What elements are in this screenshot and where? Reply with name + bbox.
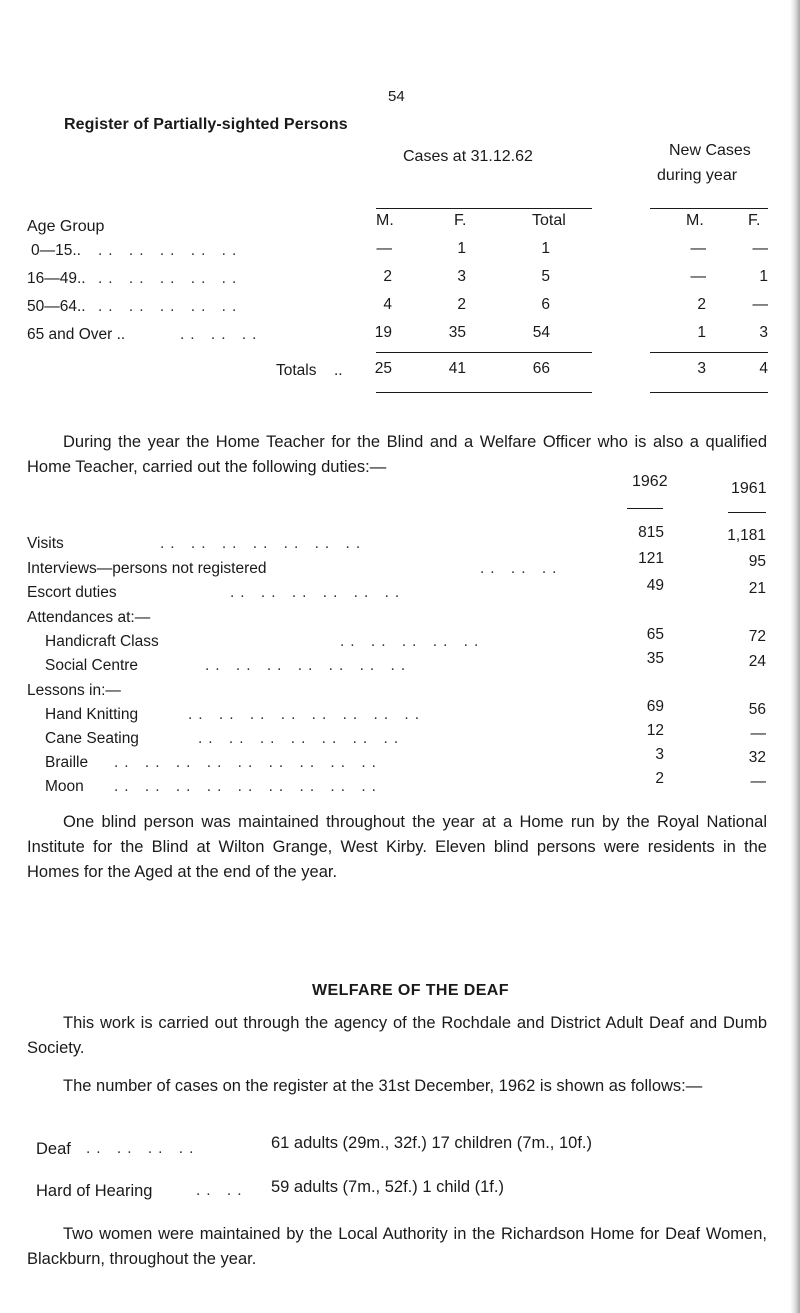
- value-1961: 21: [748, 580, 766, 597]
- new-cases-header-2: during year: [657, 167, 738, 184]
- leader-dots: .. .. .. .. .. ..: [230, 584, 406, 601]
- hard-of-hearing-value: 59 adults (7m., 52f.) 1 child (1f.): [271, 1178, 504, 1196]
- leader-dots: .. .. ..: [180, 326, 263, 343]
- year-1961-header: 1961: [731, 480, 767, 497]
- cell-m: 19: [374, 324, 392, 341]
- cell-new-m: —: [690, 240, 706, 257]
- duty-label: Hand Knitting: [45, 706, 139, 723]
- value-1962: 121: [638, 550, 664, 567]
- duty-label: Handicraft Class: [45, 633, 159, 650]
- cell-new-m: 1: [697, 324, 706, 341]
- cases-header: Cases at 31.12.62: [403, 148, 533, 165]
- cell-total: 1: [541, 240, 550, 257]
- duty-label: Visits: [27, 535, 64, 552]
- value-1962: 69: [646, 698, 664, 715]
- hard-of-hearing-label: Hard of Hearing: [36, 1182, 153, 1200]
- value-1961: 1,181: [727, 527, 766, 544]
- duty-label: Interviews—persons not registered: [27, 560, 267, 577]
- age-group-header: Age Group: [27, 218, 105, 235]
- leader-dots: .. .. ..: [480, 560, 563, 577]
- section-heading-deaf: WELFARE OF THE DEAF: [312, 982, 509, 999]
- cell-f: 2: [457, 296, 466, 313]
- cell-f: 35: [448, 324, 466, 341]
- leader-dots: .. .. .. .. .. .. ..: [160, 535, 367, 552]
- leader-dots: .. .. .. .. ..: [340, 633, 485, 650]
- value-1961: 56: [748, 701, 766, 718]
- leader-dots: .. .. .. ..: [86, 1140, 200, 1157]
- value-1961: 32: [748, 749, 766, 766]
- col-f: F.: [454, 212, 467, 229]
- cell-f: 3: [457, 268, 466, 285]
- value-1962: 65: [646, 626, 664, 643]
- duty-label: Escort duties: [27, 584, 117, 601]
- year-1962-rule: [627, 508, 663, 509]
- new-cases-header-rule: [650, 208, 768, 209]
- year-1961-rule: [728, 512, 766, 513]
- deaf-agency-paragraph: This work is carried out through the agency of the Rochdale and District Adult Deaf and Dumb Society.: [27, 1014, 767, 1057]
- cell-total: 5: [541, 268, 550, 285]
- value-1961: 24: [748, 653, 766, 670]
- leader-dots: .. .. .. .. .. .. .. .. ..: [114, 778, 382, 795]
- deaf-register-paragraph: The number of cases on the register at the 31st December, 1962 is shown as follows:—: [63, 1077, 703, 1095]
- cases-header-rule: [376, 208, 592, 209]
- value-1962: 12: [646, 722, 664, 739]
- cell-new-f: 3: [759, 324, 768, 341]
- totals-bottom-rule: [376, 392, 592, 393]
- leader-dots: .. .. .. .. .. .. ..: [198, 730, 405, 747]
- value-1961: 72: [748, 628, 766, 645]
- value-1962: 815: [638, 524, 664, 541]
- leader-dots: .. .. .. .. ..: [98, 242, 243, 259]
- total-f: 41: [448, 360, 466, 377]
- col-new-f: F.: [748, 212, 761, 229]
- leader-dots: .. .. .. .. ..: [98, 298, 243, 315]
- cell-new-m: —: [690, 268, 706, 285]
- page-number: 54: [388, 88, 405, 105]
- total-m: 25: [374, 360, 392, 377]
- cell-total: 6: [541, 296, 550, 313]
- cell-m: 4: [383, 296, 392, 313]
- leader-dots: .. .. .. .. .. .. .. ..: [188, 706, 426, 723]
- value-1962: 2: [655, 770, 664, 787]
- home-teacher-intro: During the year the Home Teacher for the Blind and a Welfare Officer who is also a qualified Home Teacher, carried out the following duties:—: [27, 433, 767, 476]
- total-total: 66: [532, 360, 550, 377]
- cell-new-f: —: [752, 240, 768, 257]
- duty-label: Braille: [45, 754, 89, 771]
- page-edge-shadow: [790, 0, 800, 1313]
- duty-label: Cane Seating: [45, 730, 139, 747]
- cell-m: —: [376, 240, 392, 257]
- lessons-subheading: Lessons in:—: [27, 682, 121, 699]
- cell-f: 1: [457, 240, 466, 257]
- cell-new-m: 2: [697, 296, 706, 313]
- total-new-f: 4: [759, 360, 768, 377]
- attendances-subheading: Attendances at:—: [27, 609, 151, 626]
- register-title: Register of Partially-sighted Persons: [64, 116, 348, 133]
- leader-dots: .. .. .. .. ..: [98, 270, 243, 287]
- cell-new-f: 1: [759, 268, 768, 285]
- col-m: M.: [376, 212, 394, 229]
- leader-dots: ..: [334, 362, 343, 379]
- value-1962: 3: [655, 746, 664, 763]
- row-label: 16—49..: [27, 270, 86, 287]
- year-1962-header: 1962: [632, 473, 668, 490]
- totals-bottom-rule-new: [650, 392, 768, 393]
- duty-label: Moon: [45, 778, 84, 795]
- row-label: 0—15..: [31, 242, 81, 259]
- leader-dots: .. .. .. .. .. .. ..: [205, 657, 412, 674]
- totals-label: Totals: [276, 362, 317, 379]
- totals-top-rule-new: [650, 352, 768, 353]
- row-label: 65 and Over ..: [27, 326, 126, 343]
- richardson-home-paragraph: Two women were maintained by the Local Authority in the Richardson Home for Deaf Women, Blackburn, throughout the year.: [27, 1225, 767, 1268]
- cell-m: 2: [383, 268, 392, 285]
- value-1961: 95: [748, 553, 766, 570]
- value-1961: —: [750, 725, 766, 742]
- totals-top-rule: [376, 352, 592, 353]
- duty-label: Social Centre: [45, 657, 139, 674]
- col-total: Total: [532, 212, 566, 229]
- deaf-value: 61 adults (29m., 32f.) 17 children (7m., 10f.): [271, 1134, 592, 1152]
- leader-dots: .. ..: [196, 1182, 248, 1199]
- total-new-m: 3: [697, 360, 706, 377]
- deaf-label: Deaf: [36, 1140, 71, 1158]
- value-1962: 35: [646, 650, 664, 667]
- new-cases-header-1: New Cases: [669, 142, 751, 159]
- cell-new-f: —: [752, 296, 768, 313]
- blind-persons-paragraph: One blind person was maintained throughout the year at a Home run by the Royal National Institute for the Blind at Wilton Grange, West Kirby. Eleven blind persons were residents in the Homes for the Aged at the end of the year.: [27, 813, 767, 881]
- value-1962: 49: [646, 577, 664, 594]
- value-1961: —: [750, 773, 766, 790]
- row-label: 50—64..: [27, 298, 86, 315]
- cell-total: 54: [532, 324, 550, 341]
- leader-dots: .. .. .. .. .. .. .. .. ..: [114, 754, 382, 771]
- col-new-m: M.: [686, 212, 704, 229]
